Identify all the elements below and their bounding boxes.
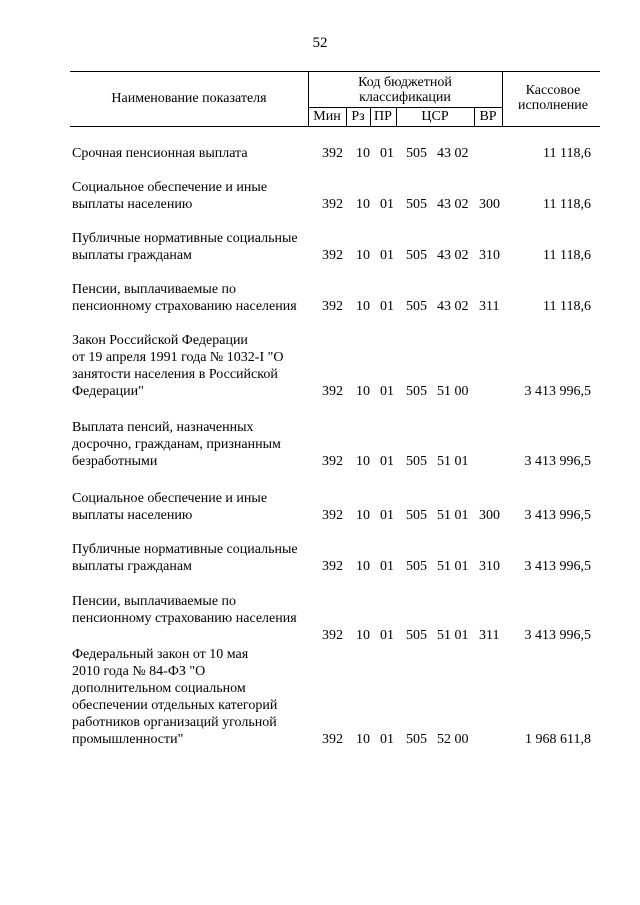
row-name: Пенсии, выплачиваемые по пенсионному страхованию населения	[72, 282, 297, 314]
row-min: 392	[322, 732, 343, 747]
header-amount-column: Кассовое исполнение	[518, 83, 588, 113]
row-csr-program: 505	[406, 146, 427, 161]
row-amount: 3 413 996,5	[524, 384, 591, 399]
row-csr-program: 505	[406, 299, 427, 314]
header-col-csr: ЦСР	[421, 109, 449, 124]
header-col-rz: Рз	[351, 109, 365, 124]
row-csr-item: 43 02	[437, 299, 469, 314]
row-rz: 10	[356, 732, 370, 747]
row-csr-item: 51 01	[437, 559, 469, 574]
row-csr-program: 505	[406, 384, 427, 399]
row-rz: 10	[356, 248, 370, 263]
row-name: Социальное обеспечение и иные выплаты населению	[72, 180, 268, 212]
row-rz: 10	[356, 384, 370, 399]
row-amount: 1 968 611,8	[525, 732, 591, 747]
row-rz: 10	[356, 146, 370, 161]
table-row	[0, 281, 640, 315]
row-rz: 10	[356, 299, 370, 314]
row-name: Публичные нормативные социальные выплаты гражданам	[72, 231, 298, 263]
row-amount: 3 413 996,5	[524, 508, 591, 523]
row-min: 392	[322, 384, 343, 399]
row-csr-item: 51 00	[437, 384, 469, 399]
row-csr-item: 43 02	[437, 146, 469, 161]
row-rz: 10	[356, 628, 370, 643]
table-row	[0, 332, 640, 400]
row-csr-item: 51 01	[437, 628, 469, 643]
row-vr: 311	[479, 628, 500, 643]
table-row	[0, 145, 640, 162]
row-pr: 01	[380, 384, 394, 399]
row-pr: 01	[380, 732, 394, 747]
row-vr: 310	[479, 559, 500, 574]
row-amount: 11 118,6	[543, 248, 591, 263]
row-vr: 311	[479, 299, 500, 314]
row-csr-program: 505	[406, 454, 427, 469]
row-csr-program: 505	[406, 732, 427, 747]
row-rz: 10	[356, 559, 370, 574]
header-name-column: Наименование показателя	[111, 91, 267, 106]
row-vr: 310	[479, 248, 500, 263]
table-row	[0, 419, 640, 470]
row-name: Федеральный закон от 10 мая 2010 года № 84-ФЗ "О дополнительном социальном обеспечении отдельных категорий работников организаций угольной промышленности"	[72, 647, 278, 747]
row-amount: 11 118,6	[543, 197, 591, 212]
table-row	[0, 541, 640, 575]
row-csr-item: 51 01	[437, 508, 469, 523]
header-col-vr: ВР	[479, 109, 497, 124]
row-csr-program: 505	[406, 508, 427, 523]
row-min: 392	[322, 454, 343, 469]
row-name: Срочная пенсионная выплата	[72, 146, 248, 161]
row-vr: 300	[479, 197, 500, 212]
row-rz: 10	[356, 454, 370, 469]
table-row	[0, 490, 640, 524]
row-csr-item: 52 00	[437, 732, 469, 747]
header-code-group: Код бюджетной классификации	[358, 75, 452, 105]
row-amount: 3 413 996,5	[524, 628, 591, 643]
row-pr: 01	[380, 146, 394, 161]
row-csr-program: 505	[406, 197, 427, 212]
row-amount: 11 118,6	[543, 299, 591, 314]
row-csr-item: 43 02	[437, 248, 469, 263]
row-vr: 300	[479, 508, 500, 523]
row-rz: 10	[356, 508, 370, 523]
row-min: 392	[322, 299, 343, 314]
row-csr-program: 505	[406, 248, 427, 263]
row-name: Публичные нормативные социальные выплаты гражданам	[72, 542, 298, 574]
row-csr-program: 505	[406, 628, 427, 643]
row-pr: 01	[380, 299, 394, 314]
row-name: Пенсии, выплачиваемые по пенсионному страхованию населения	[72, 594, 297, 626]
row-name: Закон Российской Федерации от 19 апреля 1991 года № 1032-I "О занятости населения в Российской Федерации"	[72, 333, 284, 399]
row-min: 392	[322, 628, 343, 643]
row-csr-program: 505	[406, 559, 427, 574]
table-row	[0, 179, 640, 213]
header-col-pr: ПР	[374, 109, 392, 124]
row-pr: 01	[380, 559, 394, 574]
table-row	[0, 646, 640, 748]
table-row	[0, 593, 640, 644]
row-min: 392	[322, 197, 343, 212]
row-min: 392	[322, 559, 343, 574]
row-amount: 3 413 996,5	[524, 559, 591, 574]
row-csr-item: 43 02	[437, 197, 469, 212]
row-pr: 01	[380, 628, 394, 643]
row-rz: 10	[356, 197, 370, 212]
header-col-min: Мин	[313, 109, 341, 124]
row-pr: 01	[380, 248, 394, 263]
row-pr: 01	[380, 454, 394, 469]
row-pr: 01	[380, 508, 394, 523]
row-csr-item: 51 01	[437, 454, 469, 469]
row-pr: 01	[380, 197, 394, 212]
row-min: 392	[322, 248, 343, 263]
row-amount: 3 413 996,5	[524, 454, 591, 469]
table-row	[0, 230, 640, 264]
row-amount: 11 118,6	[543, 146, 591, 161]
row-name: Социальное обеспечение и иные выплаты населению	[72, 491, 268, 523]
row-name: Выплата пенсий, назначенных досрочно, гражданам, признанным безработными	[72, 420, 281, 469]
page-number: 52	[312, 35, 328, 51]
row-min: 392	[322, 508, 343, 523]
row-min: 392	[322, 146, 343, 161]
